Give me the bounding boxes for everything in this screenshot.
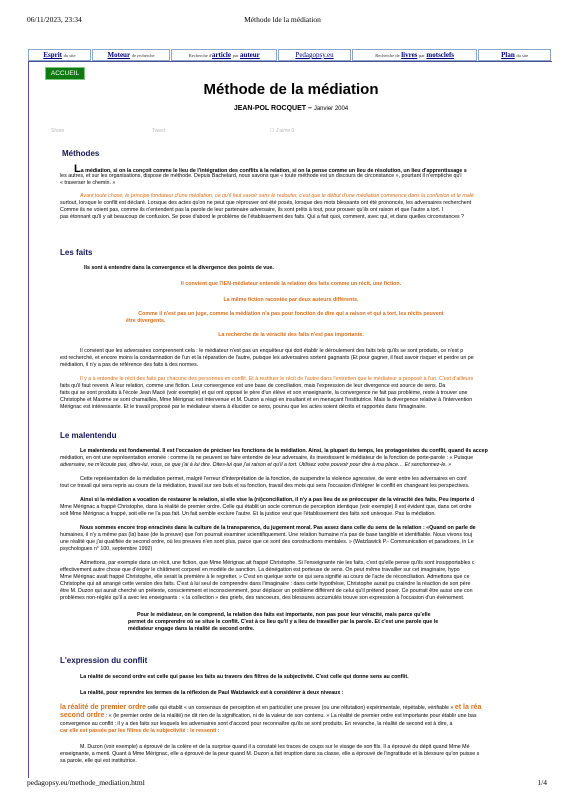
section-heading-malentendu: Le malentendu: [60, 431, 117, 440]
share-button[interactable]: Share: [51, 128, 65, 134]
paragraph-line: permet de comprendre où se situe le conflit. C'est à ce lieu qu'il y a lieu de travailler par la parole. Et c'est une parole que le: [128, 619, 439, 625]
nav-sublabel: de recherche: [131, 52, 155, 58]
nav-label: article: [211, 51, 231, 59]
paragraph-line: Il y a à entendre le récit des faits par chacune des personnes en conflit. Et à restituer le récit de l'autre dans l'entretien que le médiateur a proposé à l'un. C'est d'ailleurs: [80, 376, 474, 382]
nav-label: Plan: [501, 51, 515, 59]
paragraph-line: Comme il n'est pas un juge, comme la médiation n'a pas pour fonction de dire qui a raison et qui a tort, les récits peuvent: [138, 311, 444, 317]
paragraph-line: La recherche de la véracité des faits n'est pas importante.: [218, 332, 364, 338]
paragraph-line: La même fiction racontée par deux auteurs différents.: [223, 297, 359, 303]
paragraph-line: humaines, il n'y a même pas (la) base (de la preuve) que l'on pourrait examiner scientifiquement. Une relation humaine n'a pas de base tangible et identifiable. Nous vivons touj: [60, 532, 473, 538]
paragraph-line: surtout, lorsque le conflit est déclaré. Lorsque des actes qu'on ne peut que réprouver ont été posés, lorsque des mots blessants ont été prononcés, les adversaires recherchent: [60, 200, 472, 206]
nav-label: livres: [401, 51, 418, 59]
print-footer-page: 1/4: [537, 778, 547, 787]
paragraph-line: Admettons, par exemple dans un récit, une fiction, que Mme Mérignac ait frappé Christophe. Si l'enseignante nie les faits, c'est qu'elle pense qu'ils sont insupportables c: [80, 560, 475, 566]
publication-date: Janvier 2004: [313, 106, 349, 112]
article-frame: [28, 61, 553, 778]
paragraph-line: Il convient que les adversaires comprennent cela : le médiateur n'est pas un enquêteur qui doit établir le déroulement des faits tels qu'ils se sont produits, ce n'est p: [80, 348, 464, 354]
nav-label: motsclefs: [426, 51, 455, 59]
paragraph-line: effectivement autre chose que d'ériger le châtiment corporel en modèle de sanction. La dénégation est porteuse de sens. On peut même travailler sur cet imaginaire, hypo: [60, 567, 460, 573]
author-name: JEAN-POL ROCQUET –: [233, 105, 312, 112]
nav-label: Esprit: [43, 51, 62, 59]
paragraph-line: faits qu'il faut revenir. A leur relation, comme une fiction. Leur convergence est une base de conciliation, mais l'expression de leur divergence est source de sens. Da: [60, 383, 446, 389]
top-navigation: [28, 49, 552, 60]
print-header-date: 06/11/2023, 23:34: [27, 15, 82, 24]
nav-label: auteur: [239, 51, 260, 59]
paragraph-line: La réalité de second ordre est celle qui passe les faits au travers des filtres de la subjectivité. C'est celle qui donne sens au conflit.: [80, 674, 409, 680]
paragraph-line: médiateur engage dans la réalité de second ordre.: [128, 626, 255, 632]
print-footer-url: pedagopsy.eu/methode_mediation.html: [27, 778, 145, 787]
section-heading-faits: Les faits: [60, 248, 93, 257]
paragraph-line: La réalité, pour reprendre les termes de la réflexion de Paul Watzlawick est à considérer à deux niveaux :: [80, 690, 344, 696]
like-label: J'aime 0: [275, 128, 295, 134]
paragraph-line: les autres, et sur les organisations, dispose de méthode. Depuis Bachelard, nous savons que « toute méthode est un discours de circonstance », pourtant il n'empêche qu'i: [60, 173, 462, 179]
paragraph-line: Christophe qui ait arrangé cette version des faits. C'est à lui seul de comprendre dans l'imaginaire : dans cette hypothèse, Christophe aurait pu craindre la réaction de son père: [60, 581, 471, 587]
nav-sublabel: du site: [63, 52, 76, 58]
paragraph-line: médiation, il n'y a pas de référence des faits à des normes.: [60, 362, 199, 368]
paragraph-line: Nous sommes encore trop enracinés dans la culture de la transparence, du jugement moral. Pas assez dans celle du sens de la relation : «Quand on parle de: [80, 525, 476, 531]
paragraph-line: soit Mme Mérignac a frappé, soit elle ne l'a pas fait. Un fait semble exclure l'autre. Et la justice veut que l'établissement des faits soit univoque. Pas la médiation.: [60, 511, 436, 517]
nav-article-auteur-link[interactable]: [171, 49, 277, 61]
nav-sublabel: du site: [516, 52, 529, 58]
paragraph-line: faits qui se sont produits à l'école Jean Macé (voir exemple) et qui ont opposé le père d'un élève et son enseignante, la convergence ne fait pas problème, reste à trouver une: [60, 390, 468, 396]
paragraph-line: une réalité que j'ai qualifiée de second ordre, où les preuves n'en sont plus, parce que ce sont des constructions mentales. » (Watzlawick P.- Communication et paradoxes, in Le: [60, 539, 474, 545]
paragraph-line: adversaire, ne m'écoute pas, dites-lui, vous, ce que j'ai à lui dire. Dites-lui que j'ai raison et qu'il a tort. Utilisez votre pouvoir pour dire à ma place… Et sanctionnez-le. »: [60, 462, 452, 468]
page-margin: [552, 61, 565, 777]
nav-moteur-link[interactable]: [92, 49, 170, 61]
paragraph-line: Avant toute chose, le principe fondateur d'une médiation, ce qu'il faut savoir sans le redouter, c'est que le début d'une médiation commence dans la confusion et le malé: [80, 193, 474, 199]
nav-sublabel: Recherche d': [188, 52, 212, 58]
paragraph-line: Comme ils ne voient pas, comme ils n'entendent pas la parole de leur partenaire adversaire, ils sont prêts à tout, pour prouver qu'ils ont raison et que l'autre a tort. I: [60, 207, 444, 213]
paragraph-line: « traverser le chemin. »: [60, 180, 116, 186]
paragraph-line: M. Duzon (voir exemple) a éprouvé de la colère et de la surprise quand il a constaté les traces de coups sur le visage de son fils. Il a éprouvé du dépit quand Mme Mé: [80, 744, 470, 750]
like-button[interactable]: ☐ J'aime 0: [270, 128, 295, 134]
paragraph-line: sa parole, elle qui est institutrice.: [60, 758, 137, 764]
nav-plan-link[interactable]: [478, 49, 551, 61]
paragraph-line: Le malentendu est fondamental. Il est l'occasion de préciser les fonctions de la médiation. Ainsi, la plupart du temps, les protagonistes du conflit, quand ils accep: [80, 448, 488, 454]
paragraph-line: psychologues n° 100, septembre 1992): [60, 546, 153, 552]
paragraph-line: la réalité de premier ordre celle qui établit « un consensus de perception et en particulier une preuve (ou une réfutation) expérimentale, répétable, vérifiable » et la réa: [60, 704, 482, 711]
paragraph-line: Mme Mérignac a frappé Christophe, dans la réalité de premier ordre. Celle qui établit un socle commun de perception identique (voir exemple) Il est évident que, dans cet ordre: [60, 504, 472, 510]
section-heading-expression: L'expression du conflit: [60, 656, 148, 665]
nav-label: Pedagopsy.eu: [295, 51, 334, 59]
paragraph-line: Ils sont à entendre dans la convergence et la divergence des points de vue.: [84, 265, 274, 271]
paragraph-line: être divergents.: [126, 318, 166, 324]
paragraph-line: Pour le médiateur, on le comprend, la relation des faits est importante, non pas pour leur véracité, mais parce qu'elle: [137, 612, 431, 618]
nav-sublabel: par: [232, 52, 239, 58]
paragraph-line: Christophe et Maxime se sont chamaillés, Mme Mérignac est intervenue et M. Duzon a réagi en insultant et en menaçant l'institutrice. Mais la divergence relative à l'intervention: [60, 397, 473, 403]
paragraph-line: Cette représentation de la médiation permet, malgré l'erreur d'interprétation de la fonction, de suspendre la violence agressive, de venir entre les adversaires en conf: [80, 476, 467, 482]
paragraph-line: Ainsi si la médiation a vocation de restaurer la relation, si elle vise la (ré)conciliation, il n'y a pas lieu de se préoccuper de la véracité des faits. Peu importe d: [80, 497, 475, 503]
paragraph-line: convergence au conflit : il y a des faits sur lesquels les adversaires sont d'accord pour reconnaître qu'ils se sont produits. En revanche, la réalité de second est à dire, a: [60, 721, 453, 727]
paragraph-line: pas étonnant qu'il y ait beaucoup de confusion. Se pose d'abord le problème de l'établissement des faits. Qui a fait quoi, comment, avec qui, et dans quelles circonstances ?: [60, 214, 465, 220]
print-header-title: Méthode lde la médiation: [244, 15, 321, 24]
nav-pedagopsy-link[interactable]: [278, 49, 351, 61]
nav-livres-motsclefs-link[interactable]: [352, 49, 478, 61]
paragraph-line: est recherché, et encore moins la condamnation de l'un et la réparation de l'autre, puisque les adversaires sortent gagnants (Et pour gagner, il faut savoir risquer et perdre un pe: [60, 355, 474, 361]
accueil-button[interactable]: ACCUEIL: [45, 67, 85, 80]
paragraph-line: second ordre : « (le premier ordre de la réalité) ne dit rien de la signification, ni de la valeur de son contenu. » La réalité de premier ordre est importante pour établir une bas: [60, 712, 477, 719]
paragraph-line: Mérignac est intéressante. Et le travail proposé par le médiateur visera à élucider ce sens, pourvu que les actes soient décrits et rapportés dans l'imaginaire.: [60, 404, 427, 410]
author-line: [29, 105, 553, 112]
paragraph-line: La médiation, si on la conçoit comme le lieu de l'intégration des conflits à la relation, si on la pense comme un lieu de résolution, un lieu d'apprentissage s: [74, 163, 467, 175]
paragraph-line: médiation, en ont une représentation erronée : comme ils ne peuvent se faire entendre de leur adversaire, ils investissent le médiateur de la fonction de porte-parole : « Puisque: [60, 455, 474, 461]
paragraph-line: enseignante, a menti. Quant à Mme Mérignac, elle a éprouvé de la peur quand M. Duzon a fait irruption dans sa classe, elle a éprouvé de l'ingratitude et la blessure qu'on puisse s: [60, 751, 480, 757]
nav-label: Moteur: [107, 51, 131, 59]
paragraph-line: Il convient que l'IEN-médiateur entende la relation des faits comme un récit, une fiction.: [180, 281, 402, 287]
paragraph-line: tout ce travail qui sera repris au cours de la médiation, travail sur ses buts et sa fonction, travail des mots qui sera l'occasion d'intégrer le conflit en changeant les perspectives.: [60, 483, 470, 489]
nav-sublabel: Recherche de: [375, 52, 400, 58]
paragraph-line: car elle est passée par les filtres de la subjectivité : le ressenti :: [60, 728, 220, 734]
paragraph-line: Mme Mérignac avait frappé Christophe, elle serait la première à le regretter. » C'est en quelque sorte ce qui sera signifié au cours de l'acte de réconciliation. Admettons que ce: [60, 574, 470, 580]
tweet-button[interactable]: Tweet: [152, 128, 166, 134]
nav-esprit-link[interactable]: [28, 49, 91, 61]
paragraph-line: problèmes non-réglés qu'il a avec les enseignants : « la collection » des griefs, des rancoeurs, des blessures accumulés trouve son expression à l'occasion d'un événement.: [60, 595, 465, 601]
paragraph-line: être M. Duzon qui aurait cherché un prétexte, consciemment et inconsciemment, pour déplacer un problème différent de celui qu'il prétend poser. Ce pourrait être aussi une con: [60, 588, 473, 594]
section-heading-methodes: Méthodes: [62, 149, 100, 158]
page-title: Méthode de la médiation: [203, 81, 379, 98]
nav-sublabel: par: [419, 52, 425, 58]
